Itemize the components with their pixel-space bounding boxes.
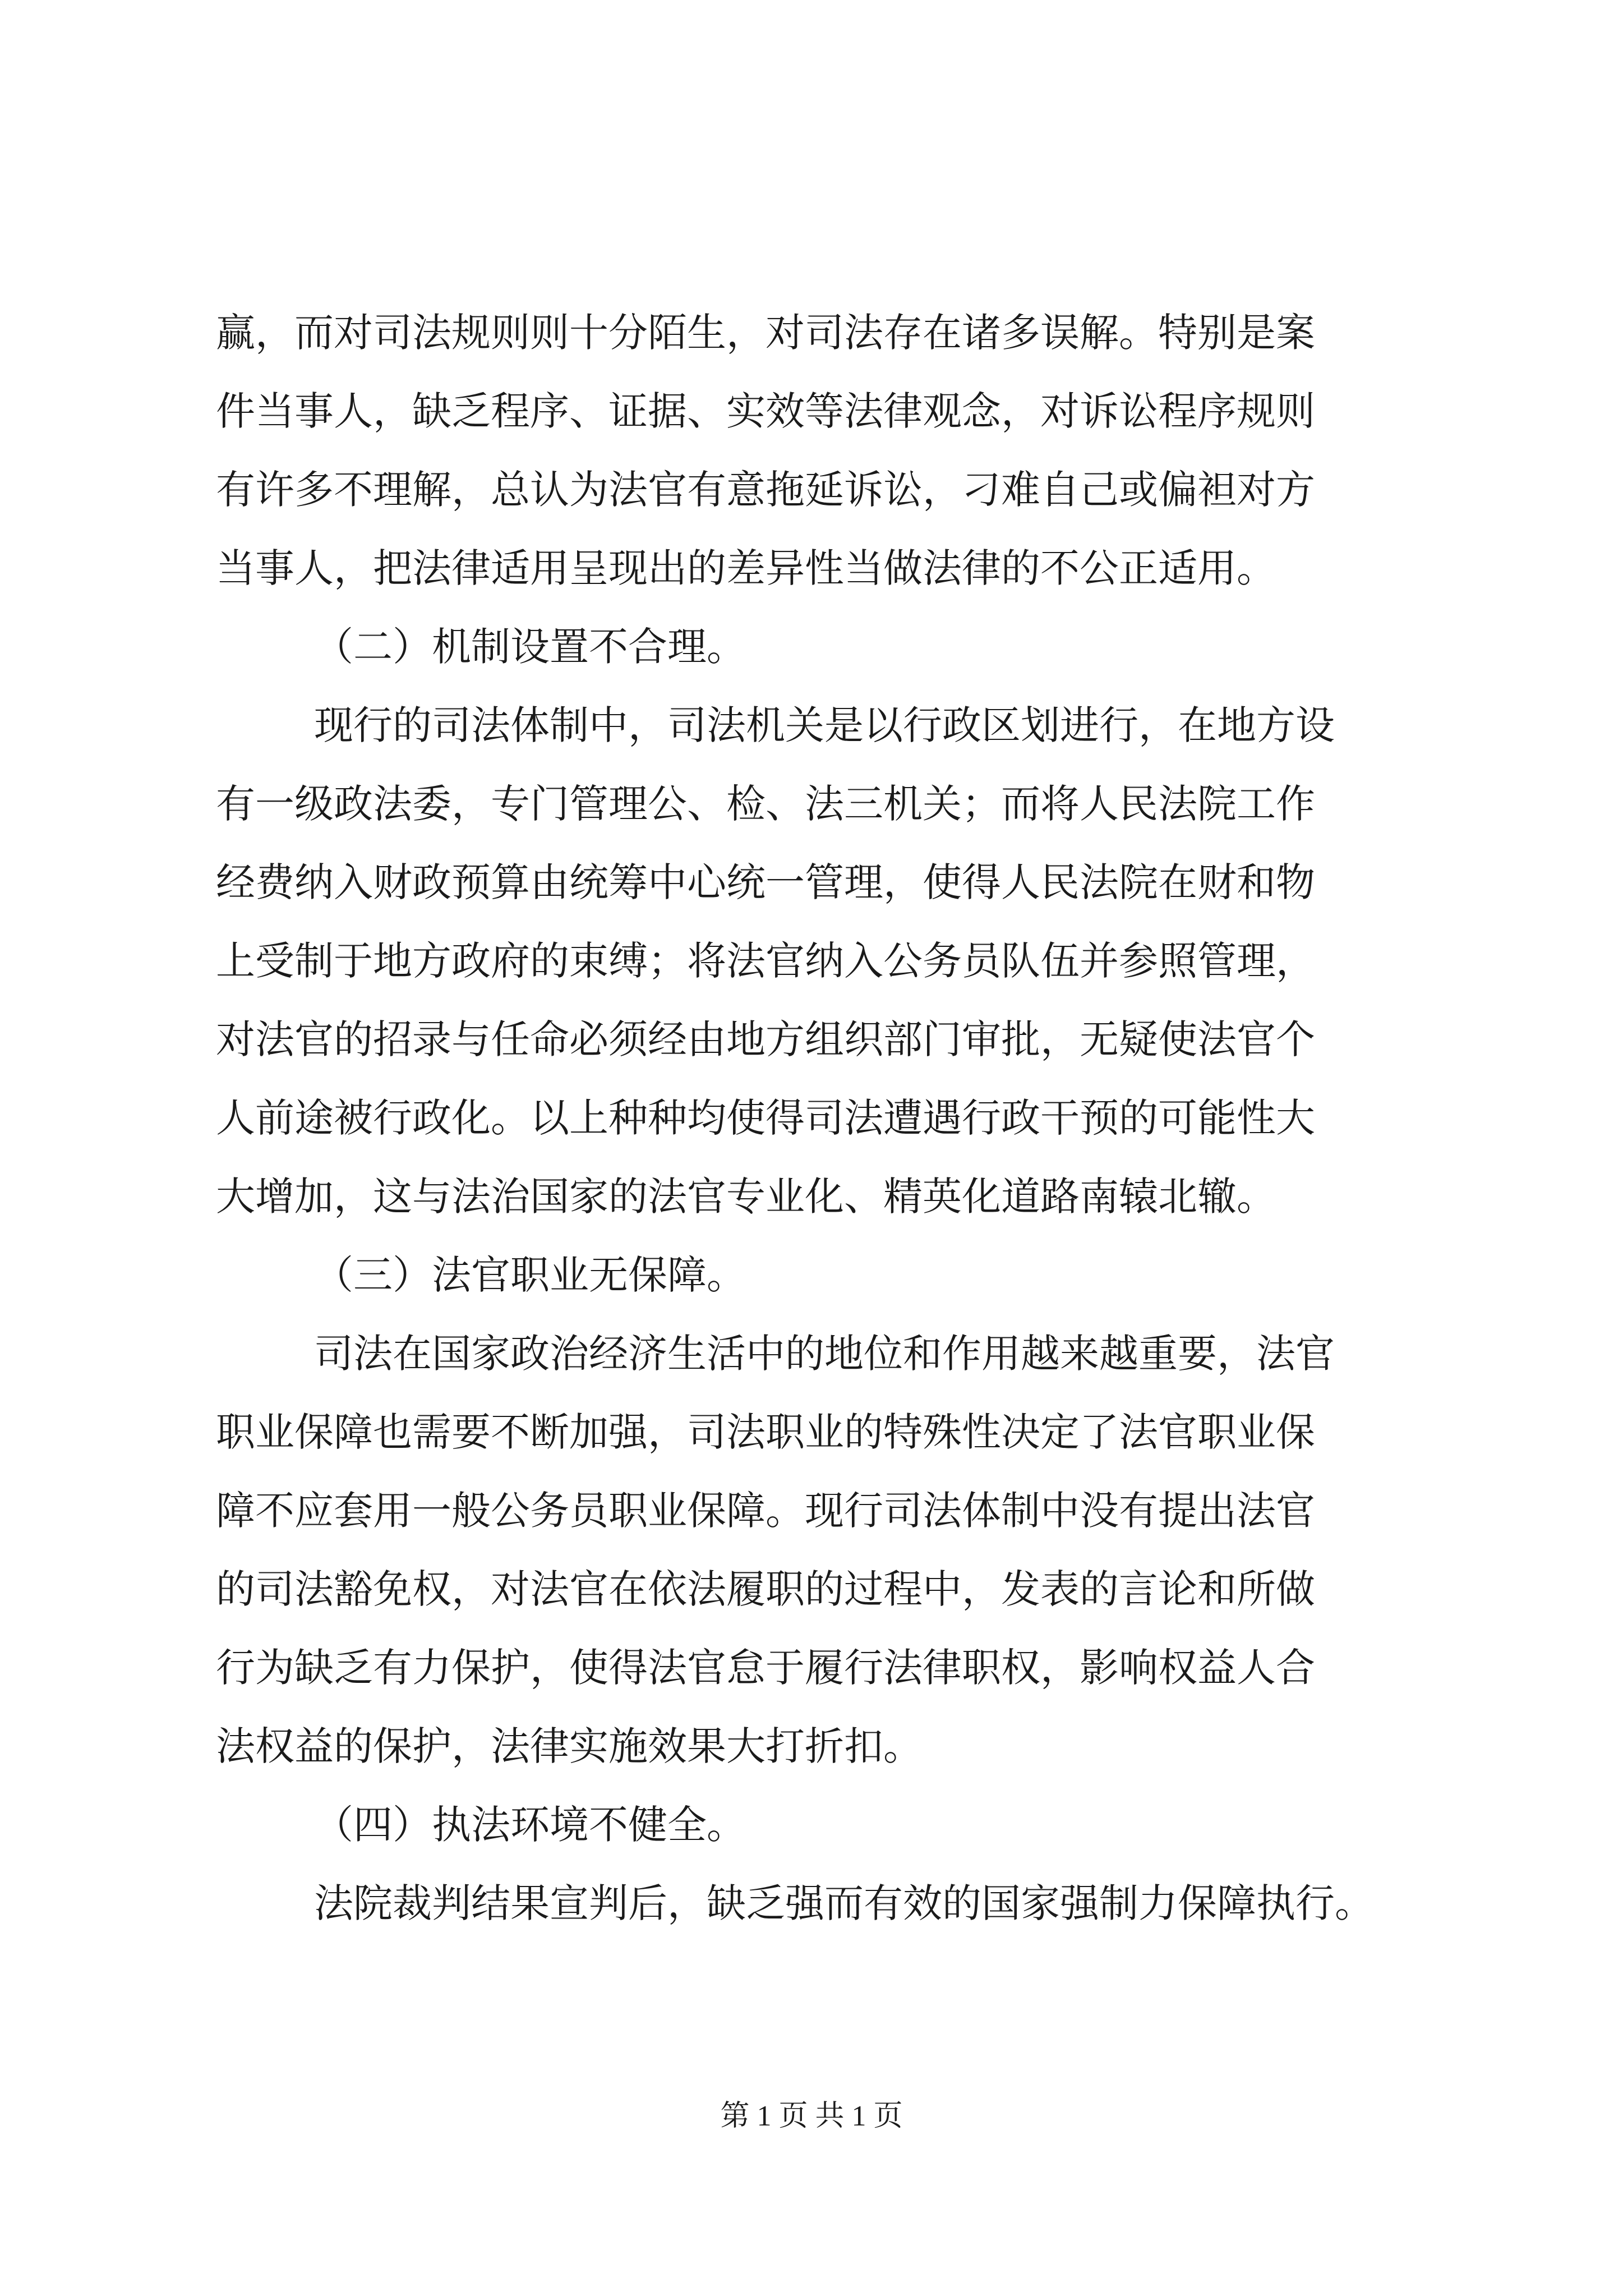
paragraph-line: 职业保障也需要不断加强，司法职业的特殊性决定了法官职业保	[216, 1409, 1315, 1455]
page-footer: 第 1 页 共 1 页	[720, 2100, 903, 2132]
paragraph-line: 有一级政法委，专门管理公、检、法三机关；而将人民法院工作	[216, 781, 1315, 827]
paragraph-line: 对法官的招录与任命必须经由地方组织部门审批，无疑使法官个	[216, 1016, 1315, 1062]
paragraph-line: 人前途被行政化。以上种种均使得司法遭遇行政干预的可能性大	[216, 1095, 1315, 1141]
paragraph-line: 赢，而对司法规则则十分陌生，对司法存在诸多误解。特别是案	[216, 310, 1315, 356]
paragraph-line: 司法在国家政治经济生活中的地位和作用越来越重要，法官	[314, 1331, 1335, 1377]
paragraph-line: 上受制于地方政府的束缚；将法官纳入公务员队伍并参照管理，	[216, 938, 1315, 984]
paragraph-line: 法院裁判结果宣判后，缺乏强而有效的国家强制力保障执行。	[314, 1880, 1374, 1926]
paragraph-line: 有许多不理解，总认为法官有意拖延诉讼，刁难自己或偏袒对方	[216, 467, 1315, 513]
paragraph-line: 当事人，把法律适用呈现出的差异性当做法律的不公正适用。	[216, 545, 1276, 591]
paragraph-line: 现行的司法体制中，司法机关是以行政区划进行，在地方设	[314, 702, 1335, 748]
paragraph-line: 障不应套用一般公务员职业保障。现行司法体制中没有提出法官	[216, 1488, 1315, 1534]
paragraph-line: 经费纳入财政预算由统筹中心统一管理，使得人民法院在财和物	[216, 859, 1315, 905]
paragraph-line: 行为缺乏有力保护，使得法官怠于履行法律职权，影响权益人合	[216, 1645, 1315, 1691]
paragraph-line: 法权益的保护，法律实施效果大打折扣。	[216, 1723, 923, 1769]
paragraph-line: 大增加，这与法治国家的法官专业化、精英化道路南辕北辙。	[216, 1174, 1276, 1220]
paragraph-line: 件当事人，缺乏程序、证据、实效等法律观念，对诉讼程序规则	[216, 388, 1315, 434]
section-heading: （二）机制设置不合理。	[314, 624, 746, 670]
paragraph-line: 的司法豁免权，对法官在依法履职的过程中，发表的言论和所做	[216, 1566, 1315, 1612]
section-heading: （四）执法环境不健全。	[314, 1802, 746, 1848]
section-heading: （三）法官职业无保障。	[314, 1252, 746, 1298]
